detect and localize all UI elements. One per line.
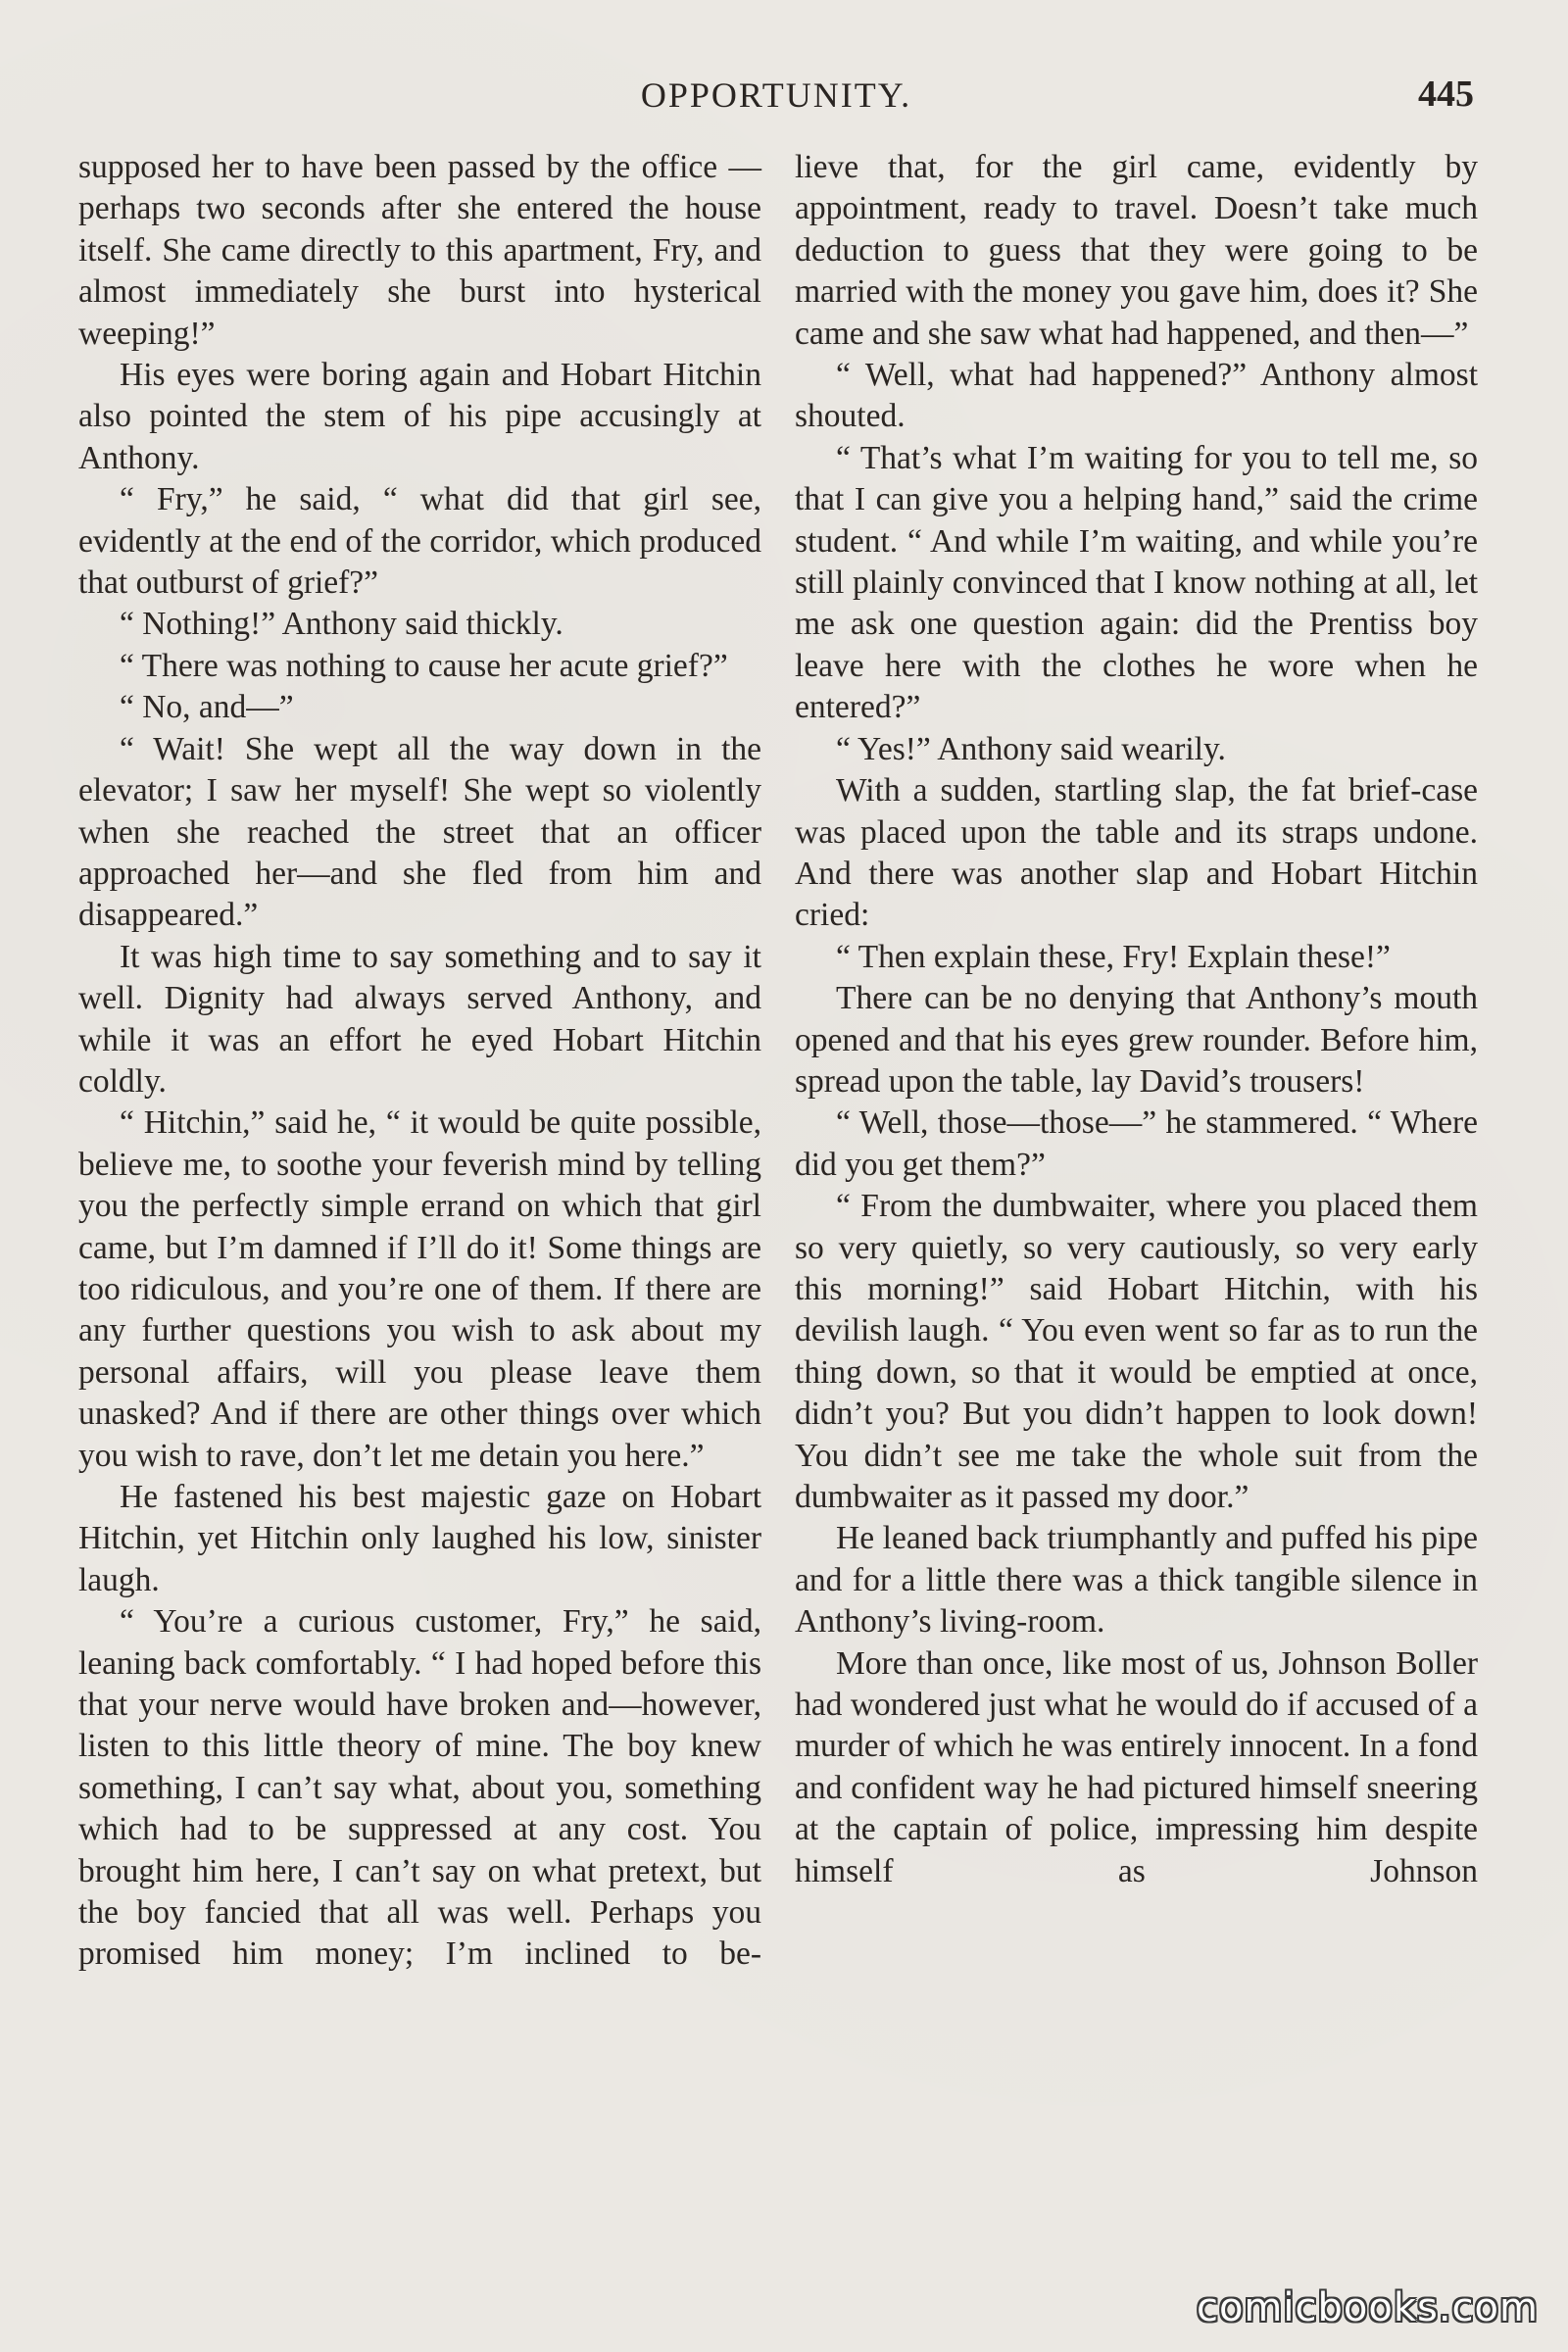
paragraph: lieve that, for the girl came, evidently by appointment, ready to travel. Doesn’t take much deduction to guess that they were going to be married with the money you gave him, does it? She came and she saw what had happened, and then—” [795, 149, 1478, 352]
text-columns [78, 147, 1478, 2254]
paragraph: “ Yes!” Anthony said wearily. [836, 730, 1226, 767]
running-title: OPPORTUNITY. [640, 75, 912, 115]
paragraph: “ Hitchin,” said he, “ it would be quite possible, believe me, to soothe your feverish mind by telling you the perfectly simple errand on which that girl came, but I’m damned if I’ll do it! Some things are too ridiculous, and you’re one of them. If there are any further questions you wish to ask about my personal affairs, will you please leave them unasked? And if there are other things over which you wish to rave, don’t let me detain you here.” [78, 1104, 761, 1474]
paragraph: “ Fry,” he said, “ what did that girl see, evidently at the end of the corridor, which produced that outburst of grief?” [78, 481, 761, 602]
paragraph: “ From the dumbwaiter, where you placed them so very quietly, so very cautiously, so very early this morning!” said Hobart Hitchin, with his devilish laugh. “ You even went so far as to run the thing down, so that it would be emptied at once, didn’t you? But you didn’t happen to look down! You didn’t see me take the whole suit from the dumbwaiter as it passed my door.” [795, 1188, 1478, 1515]
paragraph: It was high time to say something and to say it well. Dignity had always served Anthony, and while it was an effort he eyed Hobart Hitchin coldly. [78, 938, 761, 1100]
page-header [78, 74, 1474, 123]
paragraph: He fastened his best majestic gaze on Hobart Hitchin, yet Hitchin only laughed his low, sinister laugh. [78, 1479, 761, 1598]
paragraph: He leaned back triumphantly and puffed his pipe and for a little there was a thick tangible silence in Anthony’s living-room. [795, 1520, 1478, 1641]
paragraph: “ Nothing!” Anthony said thickly. [120, 606, 564, 643]
left-column [78, 147, 761, 2254]
paragraph: His eyes were boring again and Hobart Hitchin also pointed the stem of his pipe accusingly at Anthony. [78, 357, 761, 476]
paragraph: supposed her to have been passed by the office — perhaps two seconds after she entered the house itself. She came directly to this apartment, Fry, and almost immediately she burst into hysterical weeping!” [78, 149, 761, 352]
paragraph: “ Well, those—those—” he stammered. “ Where did you get them?” [795, 1104, 1478, 1183]
paragraph: “ Wait! She wept all the way down in the elevator; I saw her myself! She wept so violently when she reached the street that an officer approached her—and she fled from him and disappeared.” [78, 730, 761, 934]
paragraph: “ You’re a curious customer, Fry,” he said, leaning back comfortably. “ I had hoped before this that your nerve would have broken and—however, listen to this little theory of mine. The boy knew something, I can’t say what, about you, something which had to be suppressed at any cost. You brought him here, I can’t say on what pretext, but the boy fancied that all was well. Perhaps you promised him money; I’m inclined to be- [78, 1603, 761, 1973]
paragraph: “ No, and—” [120, 689, 294, 726]
paragraph: There can be no denying that Anthony’s mouth opened and that his eyes grew rounder. Before him, spread upon the table, lay David’s trousers! [795, 980, 1478, 1100]
page-number: 445 [1418, 74, 1474, 115]
paragraph: “ Well, what had happened?” Anthony almost shouted. [795, 357, 1478, 435]
watermark-logo: comicbooks.com [1196, 2285, 1539, 2330]
paragraph: With a sudden, startling slap, the fat brief-case was placed upon the table and its straps undone. And there was another slap and Hobart Hitchin cried: [795, 772, 1478, 934]
paragraph: “ There was nothing to cause her acute grief?” [120, 647, 728, 684]
paragraph: “ Then explain these, Fry! Explain these!” [836, 938, 1391, 975]
right-column [795, 147, 1478, 2254]
paragraph: More than once, like most of us, Johnson Boller had wondered just what he would do if accused of a murder of which he was entirely innocent. In a fond and confident way he had pictured himself sneering at the captain of police, impressing him despite himself as Johnson [795, 1644, 1478, 1889]
paragraph: “ That’s what I’m waiting for you to tell me, so that I can give you a helping hand,” said the crime student. “ And while I’m waiting, and while you’re still plainly convinced that I know nothing at all, let me ask one question again: did the Prentiss boy leave here with the clothes he wore when he entered?” [795, 439, 1478, 726]
